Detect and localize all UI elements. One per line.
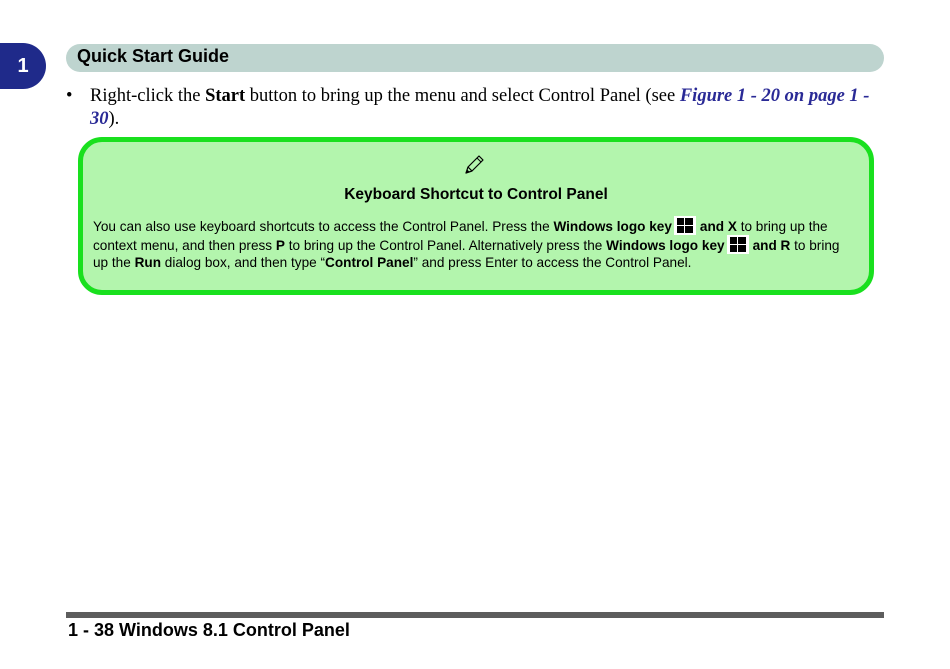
note-bold-6: Run — [134, 255, 162, 271]
bullet-text-2: button to bring up the menu and select Control Panel (see — [245, 86, 680, 106]
note-title: Keyboard Shortcut to Control Panel — [344, 186, 608, 203]
chapter-tab — [0, 43, 46, 89]
footer-rule — [66, 612, 884, 618]
note-bold-2: and X — [699, 219, 737, 234]
bullet-text — [66, 85, 884, 131]
note-text-4: to bring up the — [93, 238, 840, 271]
note-bold-5: and R — [752, 238, 791, 254]
pencil-icon — [463, 154, 485, 176]
note-box — [78, 137, 874, 295]
note-text-6: ” and press Enter to access the Control Panel. — [413, 255, 692, 271]
note-bold-1: Windows logo key — [553, 219, 672, 234]
bullet-text-1: Right-click the — [90, 86, 206, 106]
note-bold-4: Windows logo key — [606, 238, 725, 254]
note-text-1: You can also use keyboard shortcuts to access the Control Panel. Press the — [93, 219, 554, 234]
bullet-paragraph — [66, 85, 884, 131]
bullet-symbol: • — [66, 86, 73, 106]
note-body — [93, 216, 857, 272]
note-bold-7: Control Panel — [325, 255, 414, 271]
footer-page-label: 1 - 38 Windows 8.1 Control Panel — [68, 620, 350, 640]
start-term: Start — [205, 86, 246, 106]
note-bold-3: P — [275, 238, 285, 254]
bullet-text-3: ). — [108, 109, 120, 129]
section-header-bar — [66, 44, 884, 72]
note-text-5: dialog box, and then type “ — [161, 255, 326, 271]
windows-logo-icon — [727, 235, 749, 254]
note-text-3: to bring up the Control Panel. Alternatively press the — [284, 238, 607, 254]
chapter-number: 1 — [17, 54, 29, 77]
figure-reference-link[interactable]: Figure 1 - 20 on page 1 - 30 — [90, 86, 870, 129]
section-title: Quick Start Guide — [77, 46, 230, 66]
windows-logo-icon — [674, 216, 696, 235]
note-text-2: to bring up the context menu, and then press — [93, 219, 828, 254]
